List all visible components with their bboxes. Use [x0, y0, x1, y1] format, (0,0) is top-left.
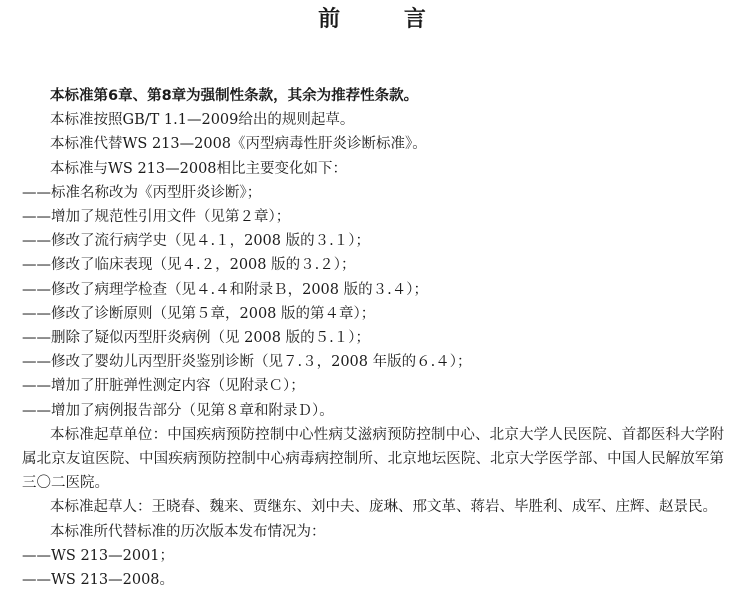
- foreword-body: [22, 84, 724, 592]
- changes-intro: 本标准与WS 213—2008相比主要变化如下：: [50, 160, 348, 177]
- drafting-rule-statement: 本标准按照GB/T 1.1—2009给出的规则起草。: [50, 112, 355, 129]
- change-item: ——增加了病例报告部分（见第８章和附录Ｄ）。: [22, 402, 334, 419]
- change-item: ——修改了临床表现（见４.２，2008 版的３.２）；: [22, 257, 356, 274]
- history-item: ——WS 213—2008。: [22, 572, 175, 589]
- mandatory-clause-statement: 本标准第6章、第8章为强制性条款，其余为推荐性条款。: [50, 88, 419, 104]
- change-item: ——增加了肝脏弹性测定内容（见附录Ｃ）；: [22, 378, 305, 395]
- change-item: ——删除了疑似丙型肝炎病例（见 2008 版的５.１）；: [22, 330, 370, 347]
- page-title: 前 言: [318, 7, 454, 32]
- drafting-units: 本标准起草单位：中国疾病预防控制中心性病艾滋病预防控制中心、北京大学人民医院、首都医科大学附属北京友谊医院、中国疾病预防控制中心病毒病控制所、北京地坛医院、北京大学医学部、中国人民解放军第三〇二医院。: [22, 426, 724, 492]
- drafting-authors: 本标准起草人：王晓春、魏来、贾继东、刘中夫、庞琳、邢文革、蒋岩、毕胜利、成军、庄辉、赵景民。: [50, 499, 717, 516]
- change-item: ——标准名称改为《丙型肝炎诊断》；: [22, 184, 262, 201]
- history-item: ——WS 213—2001；: [22, 547, 175, 564]
- history-intro: 本标准所代替标准的历次版本发布情况为：: [50, 523, 326, 540]
- change-item: ——增加了规范性引用文件（见第２章）；: [22, 209, 291, 226]
- replacement-statement: 本标准代替WS 213—2008《丙型病毒性肝炎诊断标准》。: [50, 136, 427, 153]
- change-item: ——修改了流行病学史（见４.１，2008 版的３.１）；: [22, 233, 370, 250]
- change-item: ——修改了诊断原则（见第５章，2008 版的第４章）；: [22, 305, 376, 322]
- change-item: ——修改了病理学检查（见４.４和附录Ｂ，2008 版的３.４）；: [22, 281, 428, 298]
- change-item: ——修改了婴幼儿丙型肝炎鉴别诊断（见７.３，2008 年版的６.４）；: [22, 354, 472, 371]
